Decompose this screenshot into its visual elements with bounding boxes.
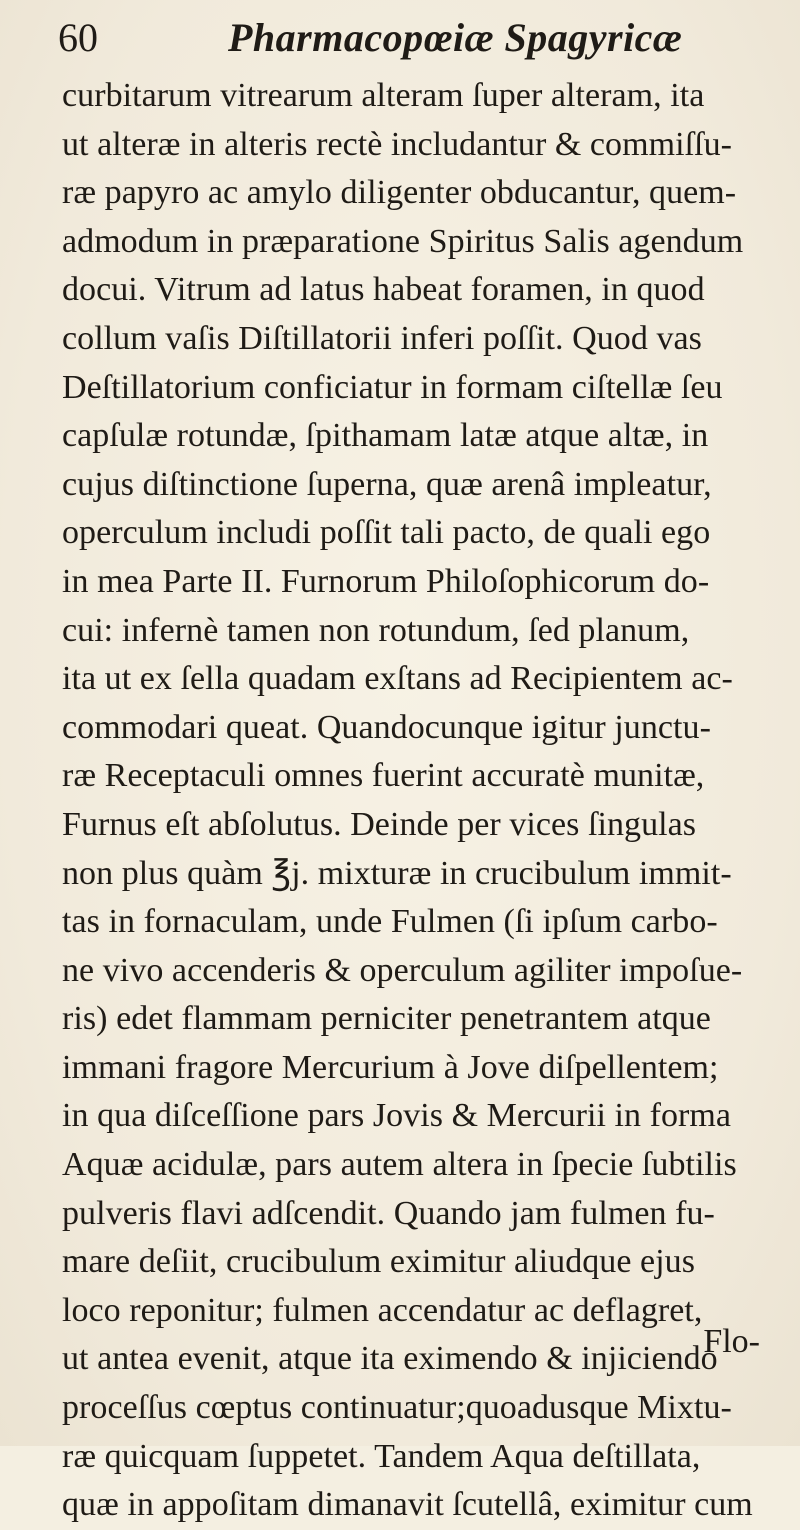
text-line: mare deſiit, crucibulum eximitur aliudque ejus	[62, 1243, 696, 1281]
text-line: Deſtillatorium conficiatur in formam ciſtellæ ſeu	[62, 368, 723, 406]
text-line: Furnus eſt abſolutus. Deinde per vices ſingulas	[62, 805, 697, 843]
text-line: operculum includi poſſit tali pacto, de quali ego	[62, 514, 711, 552]
text-line: ræ papyro ac amylo diligenter obducantur, quem-	[62, 174, 737, 212]
page-header	[58, 14, 760, 70]
text-line: admodum in præparatione Spiritus Salis agendum	[62, 222, 744, 260]
text-line: collum vaſis Diſtillatorii inferi poſſit. Quod vas	[62, 319, 702, 357]
text-line: ræ Receptaculi omnes fuerint accuratè munitæ,	[62, 757, 705, 795]
text-line: in qua diſceſſione pars Jovis & Mercurii in forma	[62, 1097, 732, 1135]
body-text	[62, 72, 797, 1530]
text-line: cui: infernè tamen non rotundum, ſed planum,	[62, 611, 690, 649]
text-line: proceſſus cœptus continuatur;quoadusque Mixtu-	[62, 1389, 732, 1427]
catchword: Flo-	[703, 1323, 760, 1360]
text-line: ut alteræ in alteris rectè includantur & commiſſu-	[62, 125, 733, 163]
page-number: 60	[58, 15, 98, 60]
text-line: ita ut ex ſella quadam exſtans ad Recipientem ac-	[62, 660, 733, 698]
text-line: in mea Parte II. Furnorum Philoſophicorum do-	[62, 562, 710, 600]
text-line: ne vivo accenderis & operculum agiliter impoſue-	[62, 951, 743, 989]
text-line: docui. Vitrum ad latus habeat foramen, in quod	[62, 271, 705, 309]
text-line: tas in fornaculam, unde Fulmen (ſi ipſum carbo-	[62, 903, 718, 941]
running-title: Pharmacopœiæ Spagyricæ	[228, 15, 683, 60]
text-line: cujus diſtinctione ſuperna, quæ arenâ impleatur,	[62, 465, 712, 503]
text-line: curbitarum vitrearum alteram ſuper alteram, ita	[62, 77, 705, 114]
text-line: capſulæ rotundæ, ſpithamam latæ atque altæ, in	[62, 417, 709, 455]
text-line: immani fragore Mercurium à Jove diſpellentem;	[62, 1048, 719, 1086]
text-line: pulveris flavi adſcendit. Quando jam fulmen fu-	[62, 1194, 715, 1232]
text-line: loco reponitur; fulmen accendatur ac deflagret,	[62, 1291, 703, 1329]
text-line: quæ in appoſitam dimanavit ſcutellâ, eximitur cum	[62, 1486, 753, 1524]
text-line: Aquæ acidulæ, pars autem altera in ſpecie ſubtilis	[62, 1146, 737, 1184]
text-line: ræ quicquam ſuppetet. Tandem Aqua deſtillata,	[62, 1437, 701, 1475]
text-line: commodari queat. Quandocunque igitur junctu-	[62, 708, 711, 746]
text-line: ris) edet flammam perniciter penetrantem atque	[62, 1000, 711, 1038]
text-line: non plus quàm ℥j. mixturæ in crucibulum immit-	[62, 854, 732, 892]
text-line: ut antea evenit, atque ita eximendo & injiciendo	[62, 1340, 718, 1378]
